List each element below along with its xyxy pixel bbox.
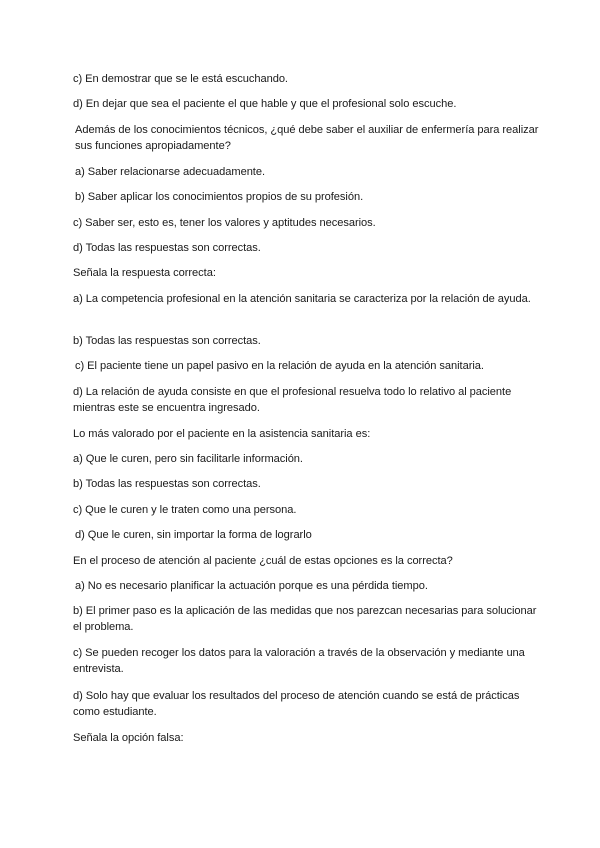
answer-option-c: c) Que le curen y le traten como una persona. <box>73 504 297 516</box>
answer-option-c: c) En demostrar que se le está escuchando. <box>73 73 288 85</box>
answer-option-b: b) Saber aplicar los conocimientos propios de su profesión. <box>75 191 364 203</box>
answer-option-d: d) En dejar que sea el paciente el que hable y que el profesional solo escuche. <box>73 98 457 110</box>
answer-option-b: b) Todas las respuestas son correctas. <box>73 478 261 490</box>
answer-option-b: b) El primer paso es la aplicación de las medidas que nos parezcan necesarias para solucionar el problema. <box>73 605 537 633</box>
question-text: Lo más valorado por el paciente en la asistencia sanitaria es: <box>73 428 371 440</box>
answer-option-d: d) Solo hay que evaluar los resultados del proceso de atención cuando se está de prácticas como estudiante. <box>73 690 520 718</box>
answer-option-d: d) Todas las respuestas son correctas. <box>73 242 261 254</box>
answer-option-b: b) Todas las respuestas son correctas. <box>73 335 261 347</box>
answer-option-c: c) El paciente tiene un papel pasivo en la relación de ayuda en la atención sanitaria. <box>75 360 484 372</box>
answer-option-a: a) La competencia profesional en la atención sanitaria se caracteriza por la relación de ayuda. <box>73 293 531 305</box>
question-text: Además de los conocimientos técnicos, ¿qué debe saber el auxiliar de enfermería para realizar sus funciones apropiadamente? <box>75 124 539 152</box>
question-text: En el proceso de atención al paciente ¿cuál de estas opciones es la correcta? <box>73 555 453 567</box>
answer-option-d: d) Que le curen, sin importar la forma de lograrlo <box>75 529 312 541</box>
answer-option-a: a) No es necesario planificar la actuación porque es una pérdida tiempo. <box>75 580 428 592</box>
answer-option-a: a) Saber relacionarse adecuadamente. <box>75 166 265 178</box>
answer-option-c: c) Saber ser, esto es, tener los valores y aptitudes necesarios. <box>73 217 376 229</box>
question-text: Señala la opción falsa: <box>73 732 184 744</box>
answer-option-a: a) Que le curen, pero sin facilitarle información. <box>73 453 303 465</box>
answer-option-d: d) La relación de ayuda consiste en que el profesional resuelva todo lo relativo al paciente mientras este se encuentra ingresado. <box>73 386 512 414</box>
question-text: Señala la respuesta correcta: <box>73 267 216 279</box>
answer-option-c: c) Se pueden recoger los datos para la valoración a través de la observación y mediante una entrevista. <box>73 647 525 675</box>
